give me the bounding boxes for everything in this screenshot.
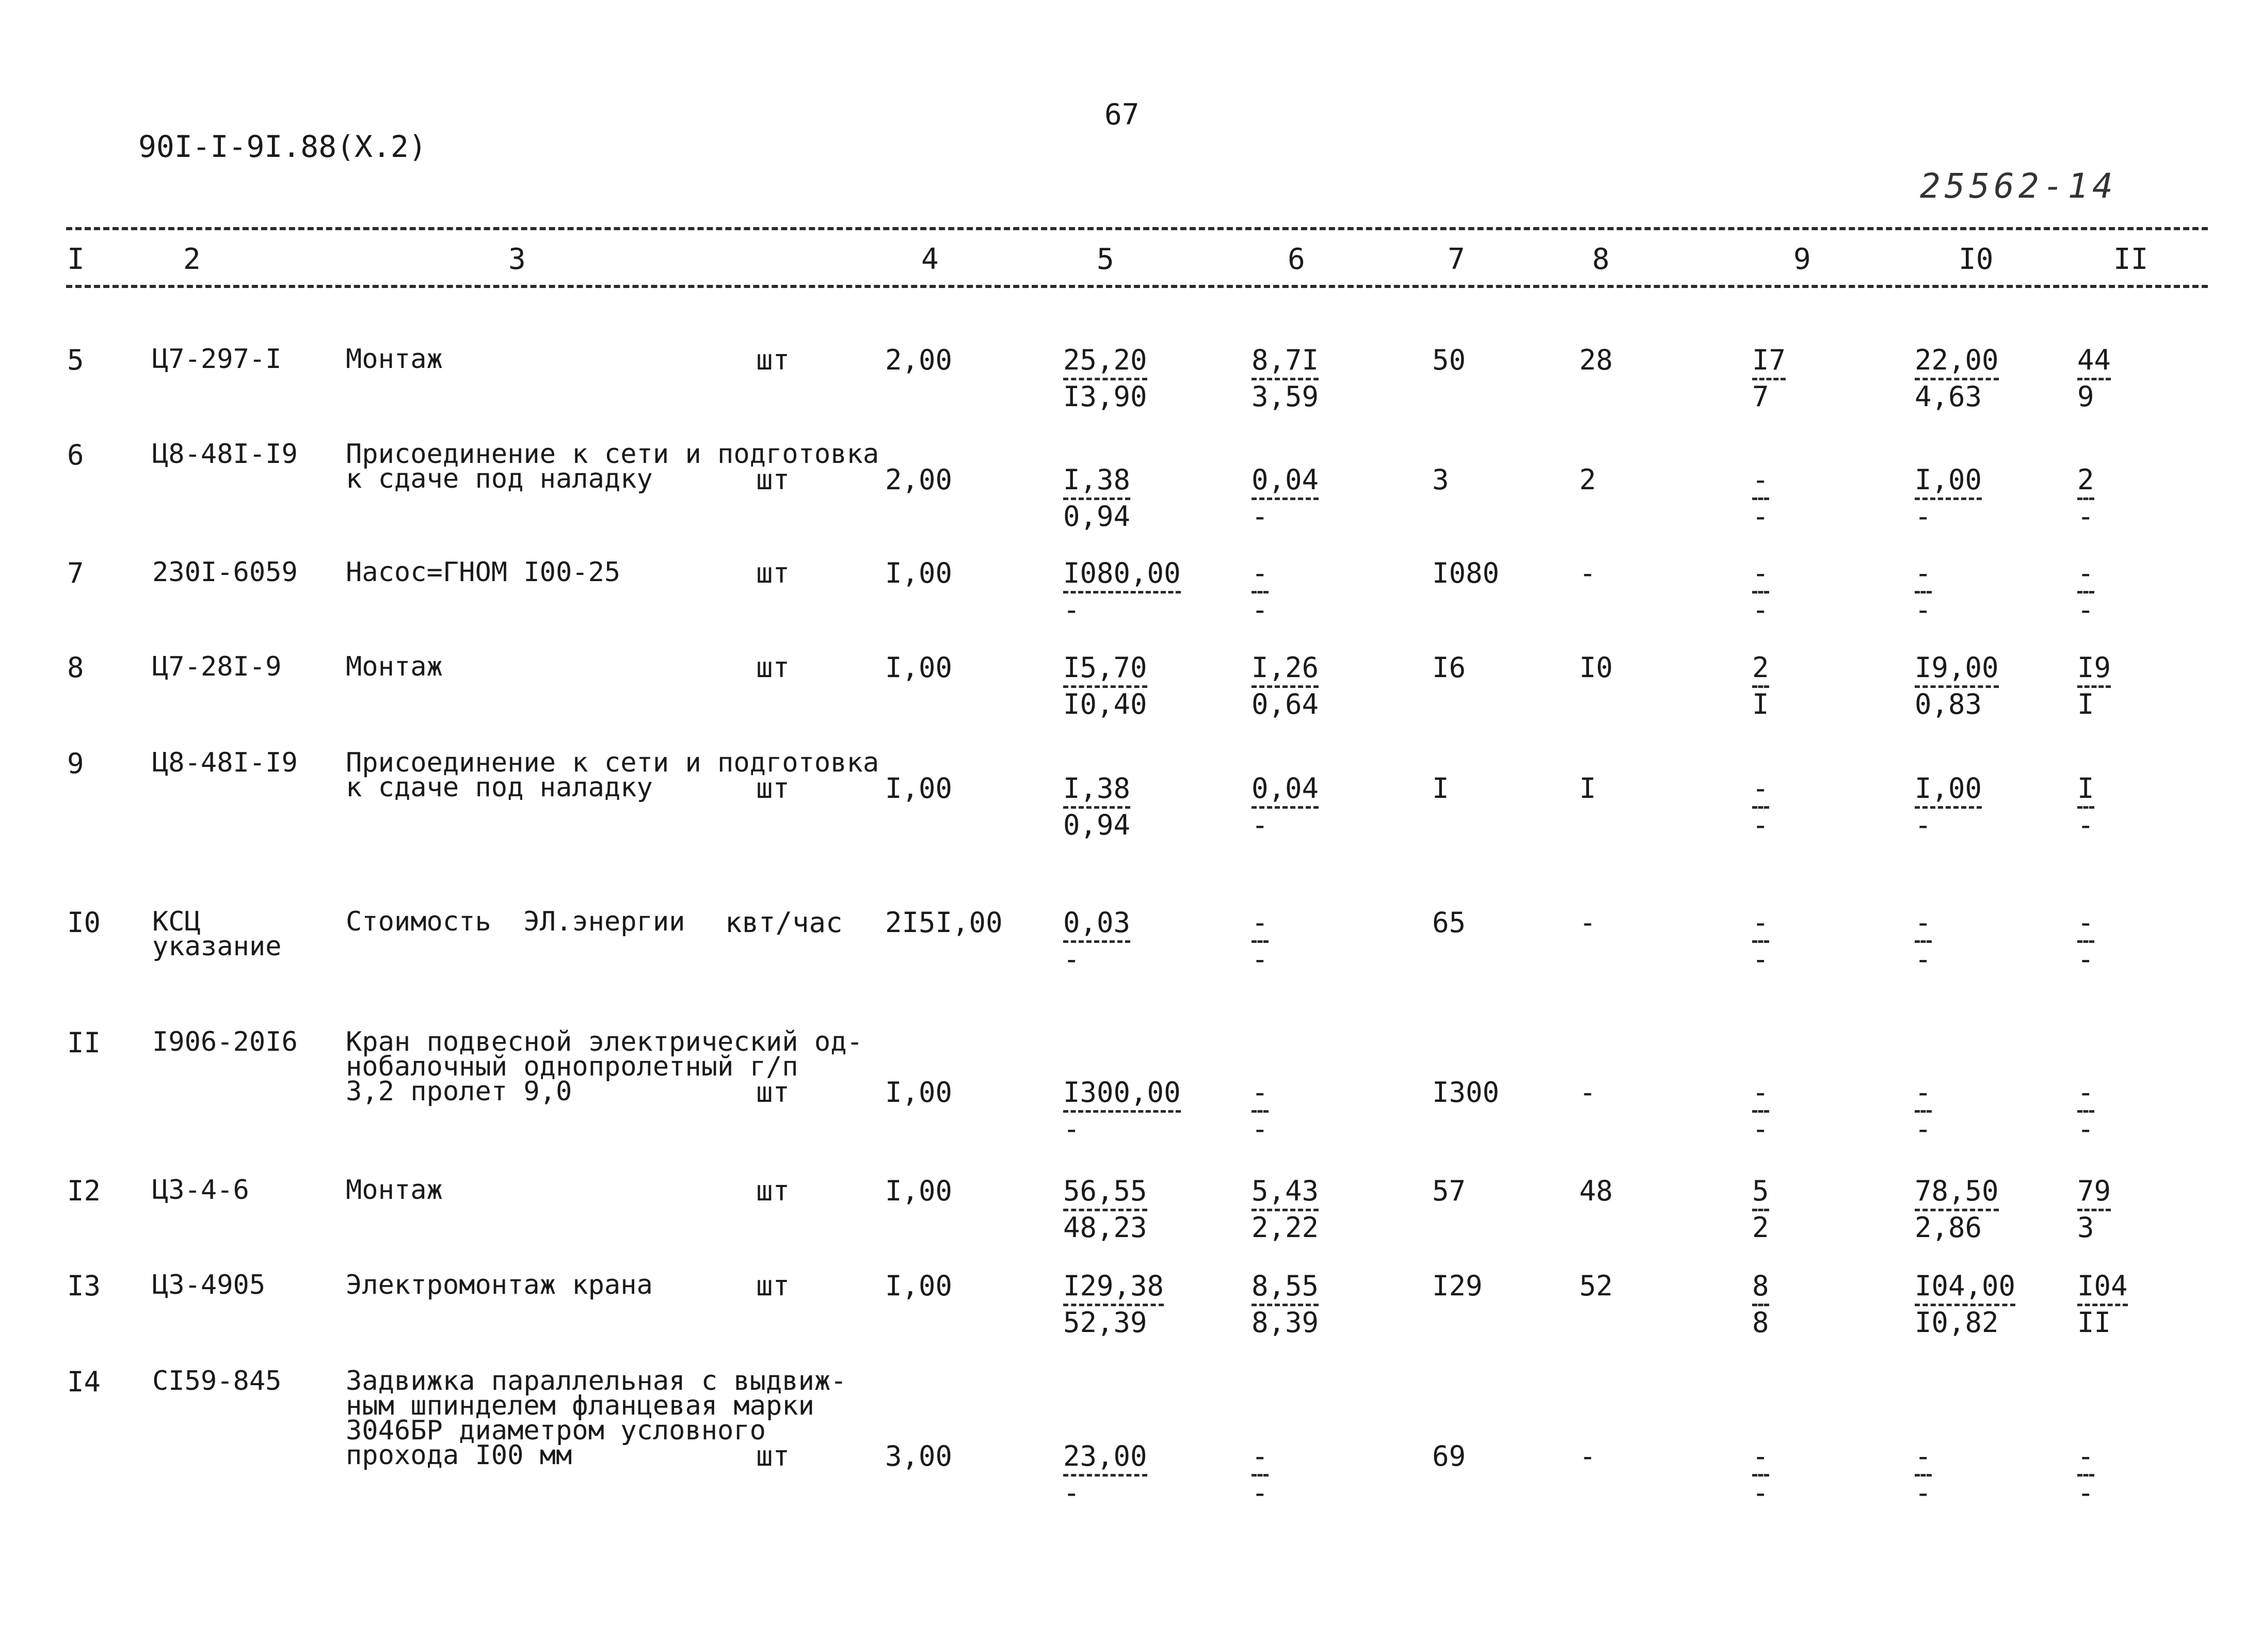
unit-cost-denominator: 0,94 <box>1063 809 1131 841</box>
unit-cost-numerator: 0,03 <box>1063 906 1131 939</box>
unit-cost-denominator: 48,23 <box>1063 1211 1147 1244</box>
work-description: Кран подвесной электрический од- нобалочный однопролетный г/п 3,2 пролет 9,0 <box>346 1027 863 1107</box>
wages-cost <box>1252 651 1319 720</box>
row-number: I0 <box>67 906 101 939</box>
unit-cost-denominator: I3,90 <box>1063 380 1147 413</box>
unit-cost <box>1063 651 1147 720</box>
wages-cost-denominator: 0,64 <box>1252 688 1319 720</box>
labor-unit-denominator: 4,63 <box>1915 380 1982 413</box>
wages-cost <box>1252 344 1319 413</box>
machine-cost-numerator: - <box>1752 1076 1769 1109</box>
unit-cost-numerator: 25,20 <box>1063 344 1147 376</box>
labor-unit-denominator: - <box>1915 809 1932 841</box>
unit-cost-denominator: - <box>1063 594 1080 626</box>
labor-total-numerator: - <box>2077 557 2094 589</box>
sheet-code: 25562-14 <box>1920 166 2117 206</box>
machine-cost-denominator: - <box>1752 500 1769 533</box>
machine-cost-denominator: I <box>1752 688 1769 720</box>
wages-cost <box>1252 463 1319 533</box>
labor-total-numerator: - <box>2077 906 2094 939</box>
price-code: CI59-845 <box>152 1366 282 1397</box>
unit-cost-numerator: I,38 <box>1063 463 1131 496</box>
labor-unit-denominator: - <box>1915 594 1932 626</box>
labor-total-denominator: - <box>2077 500 2094 533</box>
work-description: Монтаж <box>346 651 443 682</box>
labor-unit <box>1915 1175 1999 1244</box>
unit-cost <box>1063 1270 1164 1339</box>
machine-cost-numerator: I7 <box>1752 344 1786 376</box>
wages-cost <box>1252 1440 1269 1509</box>
labor-total <box>2077 463 2094 533</box>
labor-unit-denominator: - <box>1915 500 1932 533</box>
machine-cost <box>1752 1076 1769 1145</box>
price-code: I906-20I6 <box>152 1027 298 1057</box>
labor-unit-numerator: I04,00 <box>1915 1270 2016 1302</box>
machine-cost-denominator: 2 <box>1752 1211 1769 1244</box>
labor-unit <box>1915 1076 1932 1145</box>
column-header: 8 <box>1592 243 1610 276</box>
labor-total <box>2077 557 2094 626</box>
total-cost: I6 <box>1432 651 1466 684</box>
total-wages: - <box>1579 1440 1596 1472</box>
labor-unit <box>1915 344 1999 413</box>
labor-unit <box>1915 1440 1932 1509</box>
labor-total-denominator: - <box>2077 1477 2094 1509</box>
quantity: I,00 <box>885 1076 953 1109</box>
price-code: Ц7-28I-9 <box>152 651 282 682</box>
total-cost: I <box>1432 772 1449 805</box>
total-wages: 48 <box>1579 1175 1613 1207</box>
unit: шт <box>756 344 790 376</box>
labor-total-numerator: - <box>2077 1440 2094 1472</box>
total-wages: 52 <box>1579 1270 1613 1302</box>
machine-cost-numerator: 5 <box>1752 1175 1769 1207</box>
labor-total-denominator: I <box>2077 688 2094 720</box>
quantity: I,00 <box>885 557 953 589</box>
total-wages: - <box>1579 557 1596 589</box>
total-cost: 57 <box>1432 1175 1466 1207</box>
labor-total-denominator: 3 <box>2077 1211 2094 1244</box>
wages-cost <box>1252 1076 1269 1145</box>
price-code: КСЦ указание <box>152 906 282 962</box>
column-header: I0 <box>1959 243 1994 276</box>
machine-cost <box>1752 651 1769 720</box>
unit-cost-numerator: I29,38 <box>1063 1270 1164 1302</box>
labor-unit <box>1915 557 1932 626</box>
labor-unit-denominator: - <box>1915 943 1932 975</box>
labor-unit <box>1915 772 1982 841</box>
wages-cost-numerator: - <box>1252 1076 1269 1109</box>
labor-total-denominator: - <box>2077 1113 2094 1145</box>
total-cost: I300 <box>1432 1076 1500 1109</box>
labor-unit <box>1915 463 1982 533</box>
labor-unit-numerator: 22,00 <box>1915 344 1999 376</box>
wages-cost-denominator: - <box>1252 1477 1269 1509</box>
machine-cost <box>1752 1175 1769 1244</box>
row-number: I2 <box>67 1175 101 1207</box>
table-top-rule <box>66 227 2208 230</box>
row-number: 9 <box>67 747 84 780</box>
unit: квт/час <box>725 906 843 939</box>
machine-cost-denominator: - <box>1752 943 1769 975</box>
labor-unit <box>1915 651 1999 720</box>
document-code: 90I-I-9I.88(X.2) <box>138 129 427 164</box>
labor-unit-denominator: I0,82 <box>1915 1306 1999 1339</box>
wages-cost-denominator: - <box>1252 594 1269 626</box>
labor-total <box>2077 1440 2094 1509</box>
machine-cost-denominator: - <box>1752 809 1769 841</box>
wages-cost-numerator: 8,7I <box>1252 344 1319 376</box>
machine-cost <box>1752 463 1769 533</box>
labor-unit <box>1915 906 1932 975</box>
wages-cost-denominator: - <box>1252 500 1269 533</box>
wages-cost-numerator: - <box>1252 557 1269 589</box>
machine-cost-denominator: - <box>1752 594 1769 626</box>
unit-cost-denominator: - <box>1063 1477 1080 1509</box>
wages-cost <box>1252 557 1269 626</box>
row-number: 5 <box>67 344 84 376</box>
unit-cost-numerator: I5,70 <box>1063 651 1147 684</box>
row-number: 8 <box>67 651 84 684</box>
column-header: II <box>2113 243 2148 276</box>
quantity: 2,00 <box>885 463 953 496</box>
wages-cost-numerator: I,26 <box>1252 651 1319 684</box>
unit-cost <box>1063 1440 1147 1509</box>
quantity: I,00 <box>885 1270 953 1302</box>
machine-cost <box>1752 772 1769 841</box>
labor-total-denominator: - <box>2077 943 2094 975</box>
unit: шт <box>756 772 790 805</box>
wages-cost-numerator: 0,04 <box>1252 463 1319 496</box>
work-description: Насос=ГНОМ I00-25 <box>346 557 621 588</box>
labor-unit-numerator: 78,50 <box>1915 1175 1999 1207</box>
labor-total-numerator: 2 <box>2077 463 2094 496</box>
machine-cost-numerator: - <box>1752 463 1769 496</box>
column-header: 9 <box>1793 243 1811 276</box>
machine-cost-numerator: - <box>1752 772 1769 805</box>
row-number: II <box>67 1027 101 1059</box>
unit-cost-denominator: 0,94 <box>1063 500 1131 533</box>
labor-total-numerator: I04 <box>2077 1270 2128 1302</box>
wages-cost-numerator: - <box>1252 1440 1269 1472</box>
labor-unit-denominator: - <box>1915 1477 1932 1509</box>
machine-cost-denominator: - <box>1752 1477 1769 1509</box>
quantity: 2,00 <box>885 344 953 376</box>
total-wages: 28 <box>1579 344 1613 376</box>
column-header: 2 <box>183 243 201 276</box>
labor-total-numerator: I9 <box>2077 651 2111 684</box>
labor-unit-denominator: 2,86 <box>1915 1211 1982 1244</box>
labor-unit-denominator: 0,83 <box>1915 688 1982 720</box>
unit-cost-numerator: I300,00 <box>1063 1076 1181 1109</box>
column-header: 7 <box>1448 243 1465 276</box>
labor-total <box>2077 1076 2094 1145</box>
labor-unit <box>1915 1270 2016 1339</box>
machine-cost-denominator: 8 <box>1752 1306 1769 1339</box>
labor-total-numerator: 79 <box>2077 1175 2111 1207</box>
labor-total-denominator: - <box>2077 594 2094 626</box>
unit-cost-numerator: 23,00 <box>1063 1440 1147 1472</box>
machine-cost-numerator: - <box>1752 1440 1769 1472</box>
total-wages: 2 <box>1579 463 1596 496</box>
work-description: Задвижка параллельная с выдвиж- ным шпинделем фланцевая марки 3046БР диаметром условного прохода I00 мм <box>346 1366 847 1471</box>
unit-cost-fraction-bar <box>1063 1110 1181 1113</box>
labor-unit-numerator: - <box>1915 557 1932 589</box>
total-wages: - <box>1579 906 1596 939</box>
labor-unit-denominator: - <box>1915 1113 1932 1145</box>
unit-cost-numerator: 56,55 <box>1063 1175 1147 1207</box>
machine-cost-numerator: - <box>1752 557 1769 589</box>
unit: шт <box>756 1440 790 1472</box>
unit-cost-fraction-bar <box>1063 591 1181 594</box>
machine-cost-numerator: 8 <box>1752 1270 1769 1302</box>
unit-cost-denominator: I0,40 <box>1063 688 1147 720</box>
work-description: Присоединение к сети и подготовка к сдаче под наладку <box>346 439 879 494</box>
row-number: I3 <box>67 1270 101 1302</box>
total-cost: 69 <box>1432 1440 1466 1472</box>
work-description: Стоимость ЭЛ.энергии <box>346 906 685 937</box>
unit: шт <box>756 651 790 684</box>
labor-total <box>2077 1175 2111 1244</box>
price-code: Ц3-4905 <box>152 1270 266 1301</box>
labor-unit-numerator: - <box>1915 1440 1932 1472</box>
wages-cost <box>1252 772 1319 841</box>
unit: шт <box>756 463 790 496</box>
total-wages: - <box>1579 1076 1596 1109</box>
labor-total <box>2077 1270 2128 1339</box>
wages-cost <box>1252 906 1269 975</box>
total-wages: I0 <box>1579 651 1613 684</box>
wages-cost-denominator: 8,39 <box>1252 1306 1319 1339</box>
labor-unit-numerator: I,00 <box>1915 463 1982 496</box>
machine-cost <box>1752 344 1786 413</box>
price-code: Ц7-297-I <box>152 344 282 375</box>
unit-cost <box>1063 1175 1147 1244</box>
total-cost: I080 <box>1432 557 1500 589</box>
labor-total-numerator: - <box>2077 1076 2094 1109</box>
wages-cost <box>1252 1175 1319 1244</box>
wages-cost <box>1252 1270 1319 1339</box>
unit-cost <box>1063 772 1131 841</box>
unit: шт <box>756 1270 790 1302</box>
row-number: 6 <box>67 439 84 471</box>
row-number: 7 <box>67 557 84 589</box>
price-code: Ц8-48I-I9 <box>152 747 298 778</box>
wages-cost-numerator: - <box>1252 906 1269 939</box>
unit-cost <box>1063 344 1147 413</box>
labor-unit-numerator: - <box>1915 906 1932 939</box>
column-header: I <box>67 243 85 276</box>
column-header: 5 <box>1097 243 1114 276</box>
wages-cost-denominator: - <box>1252 943 1269 975</box>
unit-cost <box>1063 557 1181 626</box>
labor-total <box>2077 344 2111 413</box>
total-cost: 50 <box>1432 344 1466 376</box>
work-description: Монтаж <box>346 1175 443 1206</box>
labor-total <box>2077 906 2094 975</box>
wages-cost-numerator: 5,43 <box>1252 1175 1319 1207</box>
machine-cost <box>1752 1270 1769 1339</box>
labor-total-numerator: I <box>2077 772 2094 805</box>
quantity: 2I5I,00 <box>885 906 1003 939</box>
total-cost: 3 <box>1432 463 1449 496</box>
total-wages: I <box>1579 772 1596 805</box>
labor-total <box>2077 772 2094 841</box>
quantity: I,00 <box>885 651 953 684</box>
quantity: I,00 <box>885 772 953 805</box>
total-cost: I29 <box>1432 1270 1483 1302</box>
labor-total-denominator: II <box>2077 1306 2111 1339</box>
labor-unit-numerator: I9,00 <box>1915 651 1999 684</box>
wages-cost-denominator: 2,22 <box>1252 1211 1319 1244</box>
labor-total-denominator: - <box>2077 809 2094 841</box>
machine-cost <box>1752 906 1769 975</box>
unit: шт <box>756 557 790 589</box>
quantity: 3,00 <box>885 1440 953 1472</box>
unit-cost <box>1063 463 1131 533</box>
price-code: Ц8-48I-I9 <box>152 439 298 470</box>
unit-cost-denominator: - <box>1063 943 1080 975</box>
machine-cost-denominator: 7 <box>1752 380 1769 413</box>
unit-cost-numerator: I080,00 <box>1063 557 1181 589</box>
table-header-rule <box>66 285 2208 288</box>
unit-cost-denominator: 52,39 <box>1063 1306 1147 1339</box>
wages-cost-numerator: 0,04 <box>1252 772 1319 805</box>
column-header: 3 <box>508 243 526 276</box>
row-number: I4 <box>67 1366 101 1398</box>
unit: шт <box>756 1076 790 1109</box>
work-description: Монтаж <box>346 344 443 375</box>
machine-cost-numerator: 2 <box>1752 651 1769 684</box>
wages-cost-denominator: 3,59 <box>1252 380 1319 413</box>
price-code: 230I-6059 <box>152 557 298 588</box>
wages-cost-denominator: - <box>1252 1113 1269 1145</box>
work-description: Электромонтаж крана <box>346 1270 653 1301</box>
machine-cost <box>1752 1440 1769 1509</box>
machine-cost <box>1752 557 1769 626</box>
quantity: I,00 <box>885 1175 953 1207</box>
unit-cost <box>1063 1076 1181 1145</box>
unit-cost-denominator: - <box>1063 1113 1080 1145</box>
wages-cost-denominator: - <box>1252 809 1269 841</box>
unit-cost-numerator: I,38 <box>1063 772 1131 805</box>
labor-unit-numerator: - <box>1915 1076 1932 1109</box>
unit-cost <box>1063 906 1131 975</box>
labor-unit-numerator: I,00 <box>1915 772 1982 805</box>
labor-total <box>2077 651 2111 720</box>
machine-cost-numerator: - <box>1752 906 1769 939</box>
price-code: Ц3-4-6 <box>152 1175 249 1206</box>
machine-cost-denominator: - <box>1752 1113 1769 1145</box>
column-header: 4 <box>921 243 939 276</box>
column-header: 6 <box>1288 243 1305 276</box>
page-number: 67 <box>1104 98 1140 132</box>
wages-cost-numerator: 8,55 <box>1252 1270 1319 1302</box>
unit: шт <box>756 1175 790 1207</box>
total-cost: 65 <box>1432 906 1466 939</box>
labor-total-numerator: 44 <box>2077 344 2111 376</box>
work-description: Присоединение к сети и подготовка к сдаче под наладку <box>346 747 879 803</box>
labor-total-denominator: 9 <box>2077 380 2094 413</box>
